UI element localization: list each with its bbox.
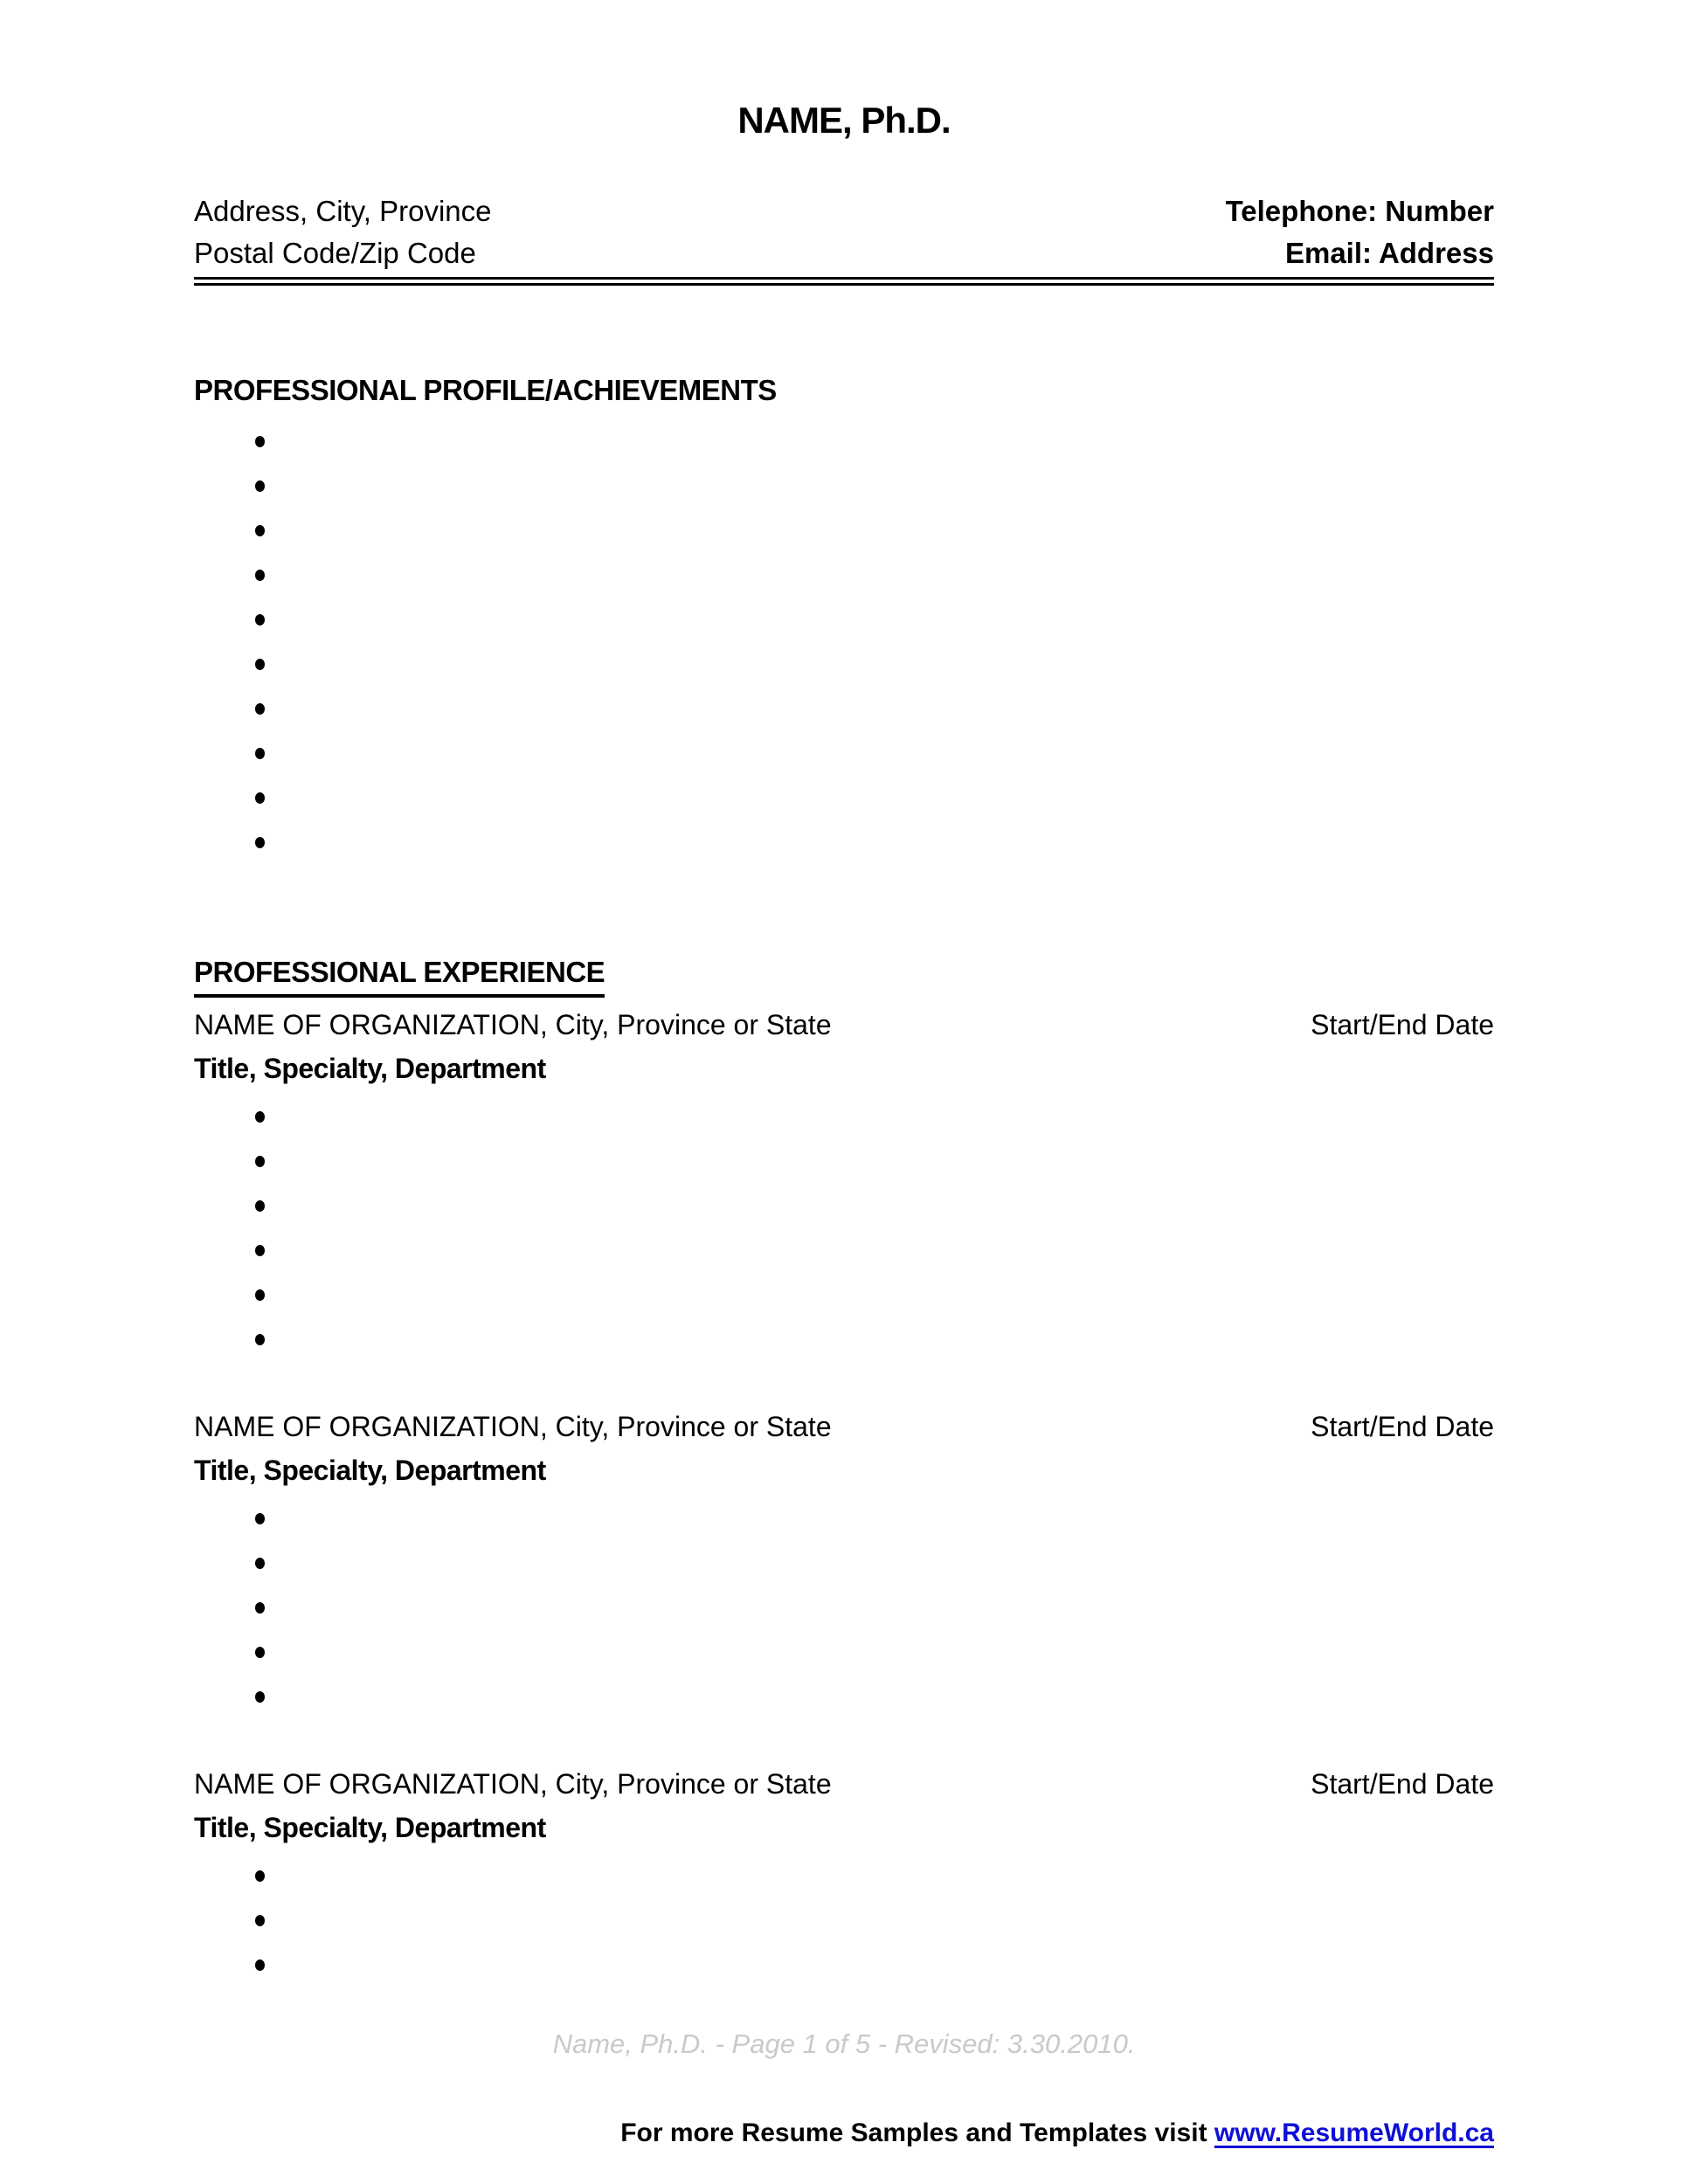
organization-name: NAME OF ORGANIZATION, City, Province or State — [194, 1009, 832, 1040]
experience-entry-2 — [194, 1405, 1494, 1718]
empty-bullet-item — [255, 641, 1494, 686]
empty-bullet-item — [255, 1585, 1494, 1629]
empty-bullet-item — [255, 1629, 1494, 1674]
document-title: NAME, Ph.D. — [737, 100, 951, 141]
profile-section-heading: PROFESSIONAL PROFILE/ACHIEVEMENTS — [194, 374, 777, 406]
entry-date: Start/End Date — [1311, 1009, 1494, 1040]
empty-bullet-item — [255, 730, 1494, 775]
empty-bullet-item — [255, 1272, 1494, 1317]
entry-bullet-list — [194, 1853, 1494, 1987]
entry-title: Title, Specialty, Department — [194, 1455, 546, 1486]
empty-bullet-item — [255, 1138, 1494, 1183]
experience-entry-3 — [194, 1762, 1494, 1987]
profile-section — [194, 370, 1494, 864]
experience-entry-1 — [194, 1003, 1494, 1361]
empty-bullet-item — [255, 463, 1494, 508]
empty-bullet-item — [255, 1674, 1494, 1718]
contact-block — [194, 190, 1494, 274]
experience-section — [194, 951, 1494, 1987]
empty-bullet-item — [255, 1094, 1494, 1138]
double-rule-divider — [194, 277, 1494, 286]
empty-bullet-item — [255, 597, 1494, 641]
empty-bullet-item — [255, 1227, 1494, 1272]
organization-name: NAME OF ORGANIZATION, City, Province or State — [194, 1768, 832, 1800]
empty-bullet-item — [255, 819, 1494, 864]
entry-bullet-list — [194, 1094, 1494, 1361]
contact-address-block — [194, 190, 492, 274]
contact-phone-email-block — [1226, 190, 1494, 274]
empty-bullet-item — [255, 1540, 1494, 1585]
experience-section-heading: PROFESSIONAL EXPERIENCE — [194, 951, 605, 998]
empty-bullet-item — [255, 552, 1494, 597]
organization-row — [194, 1003, 1494, 1047]
organization-name: NAME OF ORGANIZATION, City, Province or State — [194, 1411, 832, 1442]
empty-bullet-item — [255, 775, 1494, 819]
entry-title: Title, Specialty, Department — [194, 1053, 546, 1084]
email-line: Email: Address — [1284, 237, 1494, 269]
empty-bullet-item — [255, 508, 1494, 552]
empty-bullet-item — [255, 686, 1494, 730]
organization-row — [194, 1405, 1494, 1448]
empty-bullet-item — [255, 1496, 1494, 1540]
profile-bullet-list — [194, 418, 1494, 864]
page-footer-text: Name, Ph.D. - Page 1 of 5 - Revised: 3.30.2010. — [552, 2028, 1136, 2059]
empty-bullet-item — [255, 1897, 1494, 1942]
entry-date: Start/End Date — [1311, 1411, 1494, 1442]
telephone-line: Telephone: Number — [1225, 195, 1494, 227]
empty-bullet-item — [255, 1183, 1494, 1227]
resumeworld-link[interactable]: www.ResumeWorld.ca — [1214, 2118, 1494, 2147]
empty-bullet-item — [255, 418, 1494, 463]
entry-bullet-list — [194, 1496, 1494, 1718]
entry-date: Start/End Date — [1311, 1768, 1494, 1800]
promo-line — [194, 2114, 1494, 2153]
empty-bullet-item — [255, 1942, 1494, 1987]
empty-bullet-item — [255, 1853, 1494, 1897]
address-line-2: Postal Code/Zip Code — [194, 237, 476, 269]
promo-text: For more Resume Samples and Templates visit — [620, 2118, 1214, 2147]
address-line-1: Address, City, Province — [194, 195, 492, 227]
entry-title: Title, Specialty, Department — [194, 1812, 546, 1843]
organization-row — [194, 1762, 1494, 1806]
empty-bullet-item — [255, 1317, 1494, 1361]
